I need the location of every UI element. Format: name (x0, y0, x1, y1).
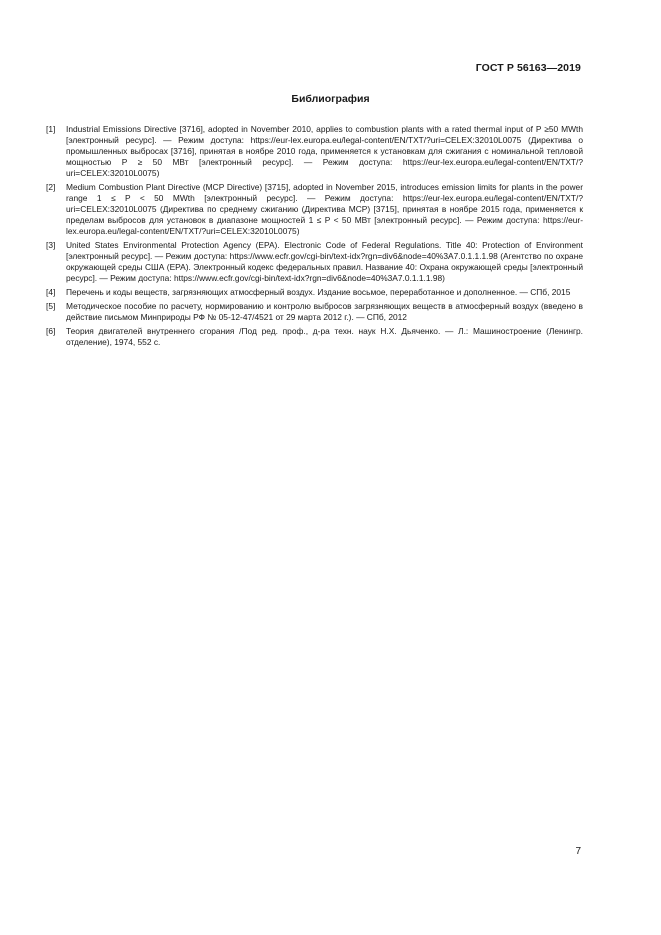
entry-text: Теория двигателей внутреннего сгорания /Под ред. проф., д-ра техн. наук Н.Х. Дьяченко. — Л.: Машиностроение (Ленингр. отделение), 1974, 552 с. (66, 326, 583, 347)
entry-text: Перечень и коды веществ, загрязняющих атмосферный воздух. Издание восьмое, переработанное и дополненное. — СПб, 2015 (66, 287, 571, 297)
entry-number: [5] (46, 301, 56, 311)
entry-text: Industrial Emissions Directive [3716], adopted in November 2010, applies to combustion plants with a rated thermal input of P ≥50 MWth [электронный ресурс]. — Режим доступа: https://eur-lex.europa.eu/legal-content/EN/TXT/?uri=CELEX:32010L0075 (Директива о промышленных выбросах [3716], принятая в ноябре 2010 года, применяется к установкам для сжигания с номинальной тепловой мощностью P ≥ 50 МВт [электронный ресурс]. — Режим доступа: https://eur-lex.europa.eu/legal-content/EN/TXT/?uri=CELEX:32010L0075) (66, 124, 583, 178)
entry-number: [6] (46, 326, 56, 336)
entry-number: [2] (46, 182, 56, 192)
section-title: Библиография (291, 93, 370, 105)
bibliography-list (46, 124, 583, 351)
bibliography-entry (46, 124, 583, 179)
bibliography-entry (46, 182, 583, 237)
entry-text: Medium Combustion Plant Directive (MCP Directive) [3715], adopted in November 2015, introduces emission limits for plants in the power range 1 ≤ P < 50 MWth [электронный ресурс]. — Режим доступа: https://eur-lex.europa.eu/legal-content/EN/TXT/?uri=CELEX:32010L0075 (Директива по среднему сжиганию (Директива MCP) [3715], принятая в ноябре 2015 года, применяется к пределам выбросов для установок в диапазоне мощностей 1 ≤ P < 50 МВт [электронный ресурс]. — Режим доступа: https://eur-lex.europa.eu/legal-content/EN/TXT/?uri=CELEX:32010L0075) (66, 182, 583, 236)
document-identifier: ГОСТ Р 56163—2019 (475, 62, 581, 74)
bibliography-entry (46, 240, 583, 284)
entry-number: [4] (46, 287, 56, 297)
entry-text: United States Environmental Protection Agency (EPA). Electronic Code of Federal Regulations. Title 40: Protection of Environment [электронный ресурс]. — Режим доступа: https://www.ecfr.gov/cgi-bin/text-idx?rgn=div6&node=40%3A7.0.1.1.1.98 (Агентство по охране окружающей среды США (EPA). Электронный кодекс федеральных правил. Название 40: Охрана окружающей среды [электронный ресурс]. — Режим доступа: https://www.ecfr.gov/cgi-bin/text-idx?rgn=div6&node=40%3A7.0.1.1.1.98) (66, 240, 583, 283)
bibliography-entry (46, 287, 583, 298)
entry-number: [1] (46, 124, 56, 134)
entry-text: Методическое пособие по расчету, нормированию и контролю выбросов загрязняющих веществ в атмосферный воздух (введено в действие письмом Минприроды РФ № 05-12-47/4521 от 29 марта 2012 г.). — СПб, 2012 (66, 301, 583, 322)
bibliography-entry (46, 326, 583, 348)
bibliography-entry (46, 301, 583, 323)
page-number: 7 (575, 846, 581, 857)
entry-number: [3] (46, 240, 56, 250)
